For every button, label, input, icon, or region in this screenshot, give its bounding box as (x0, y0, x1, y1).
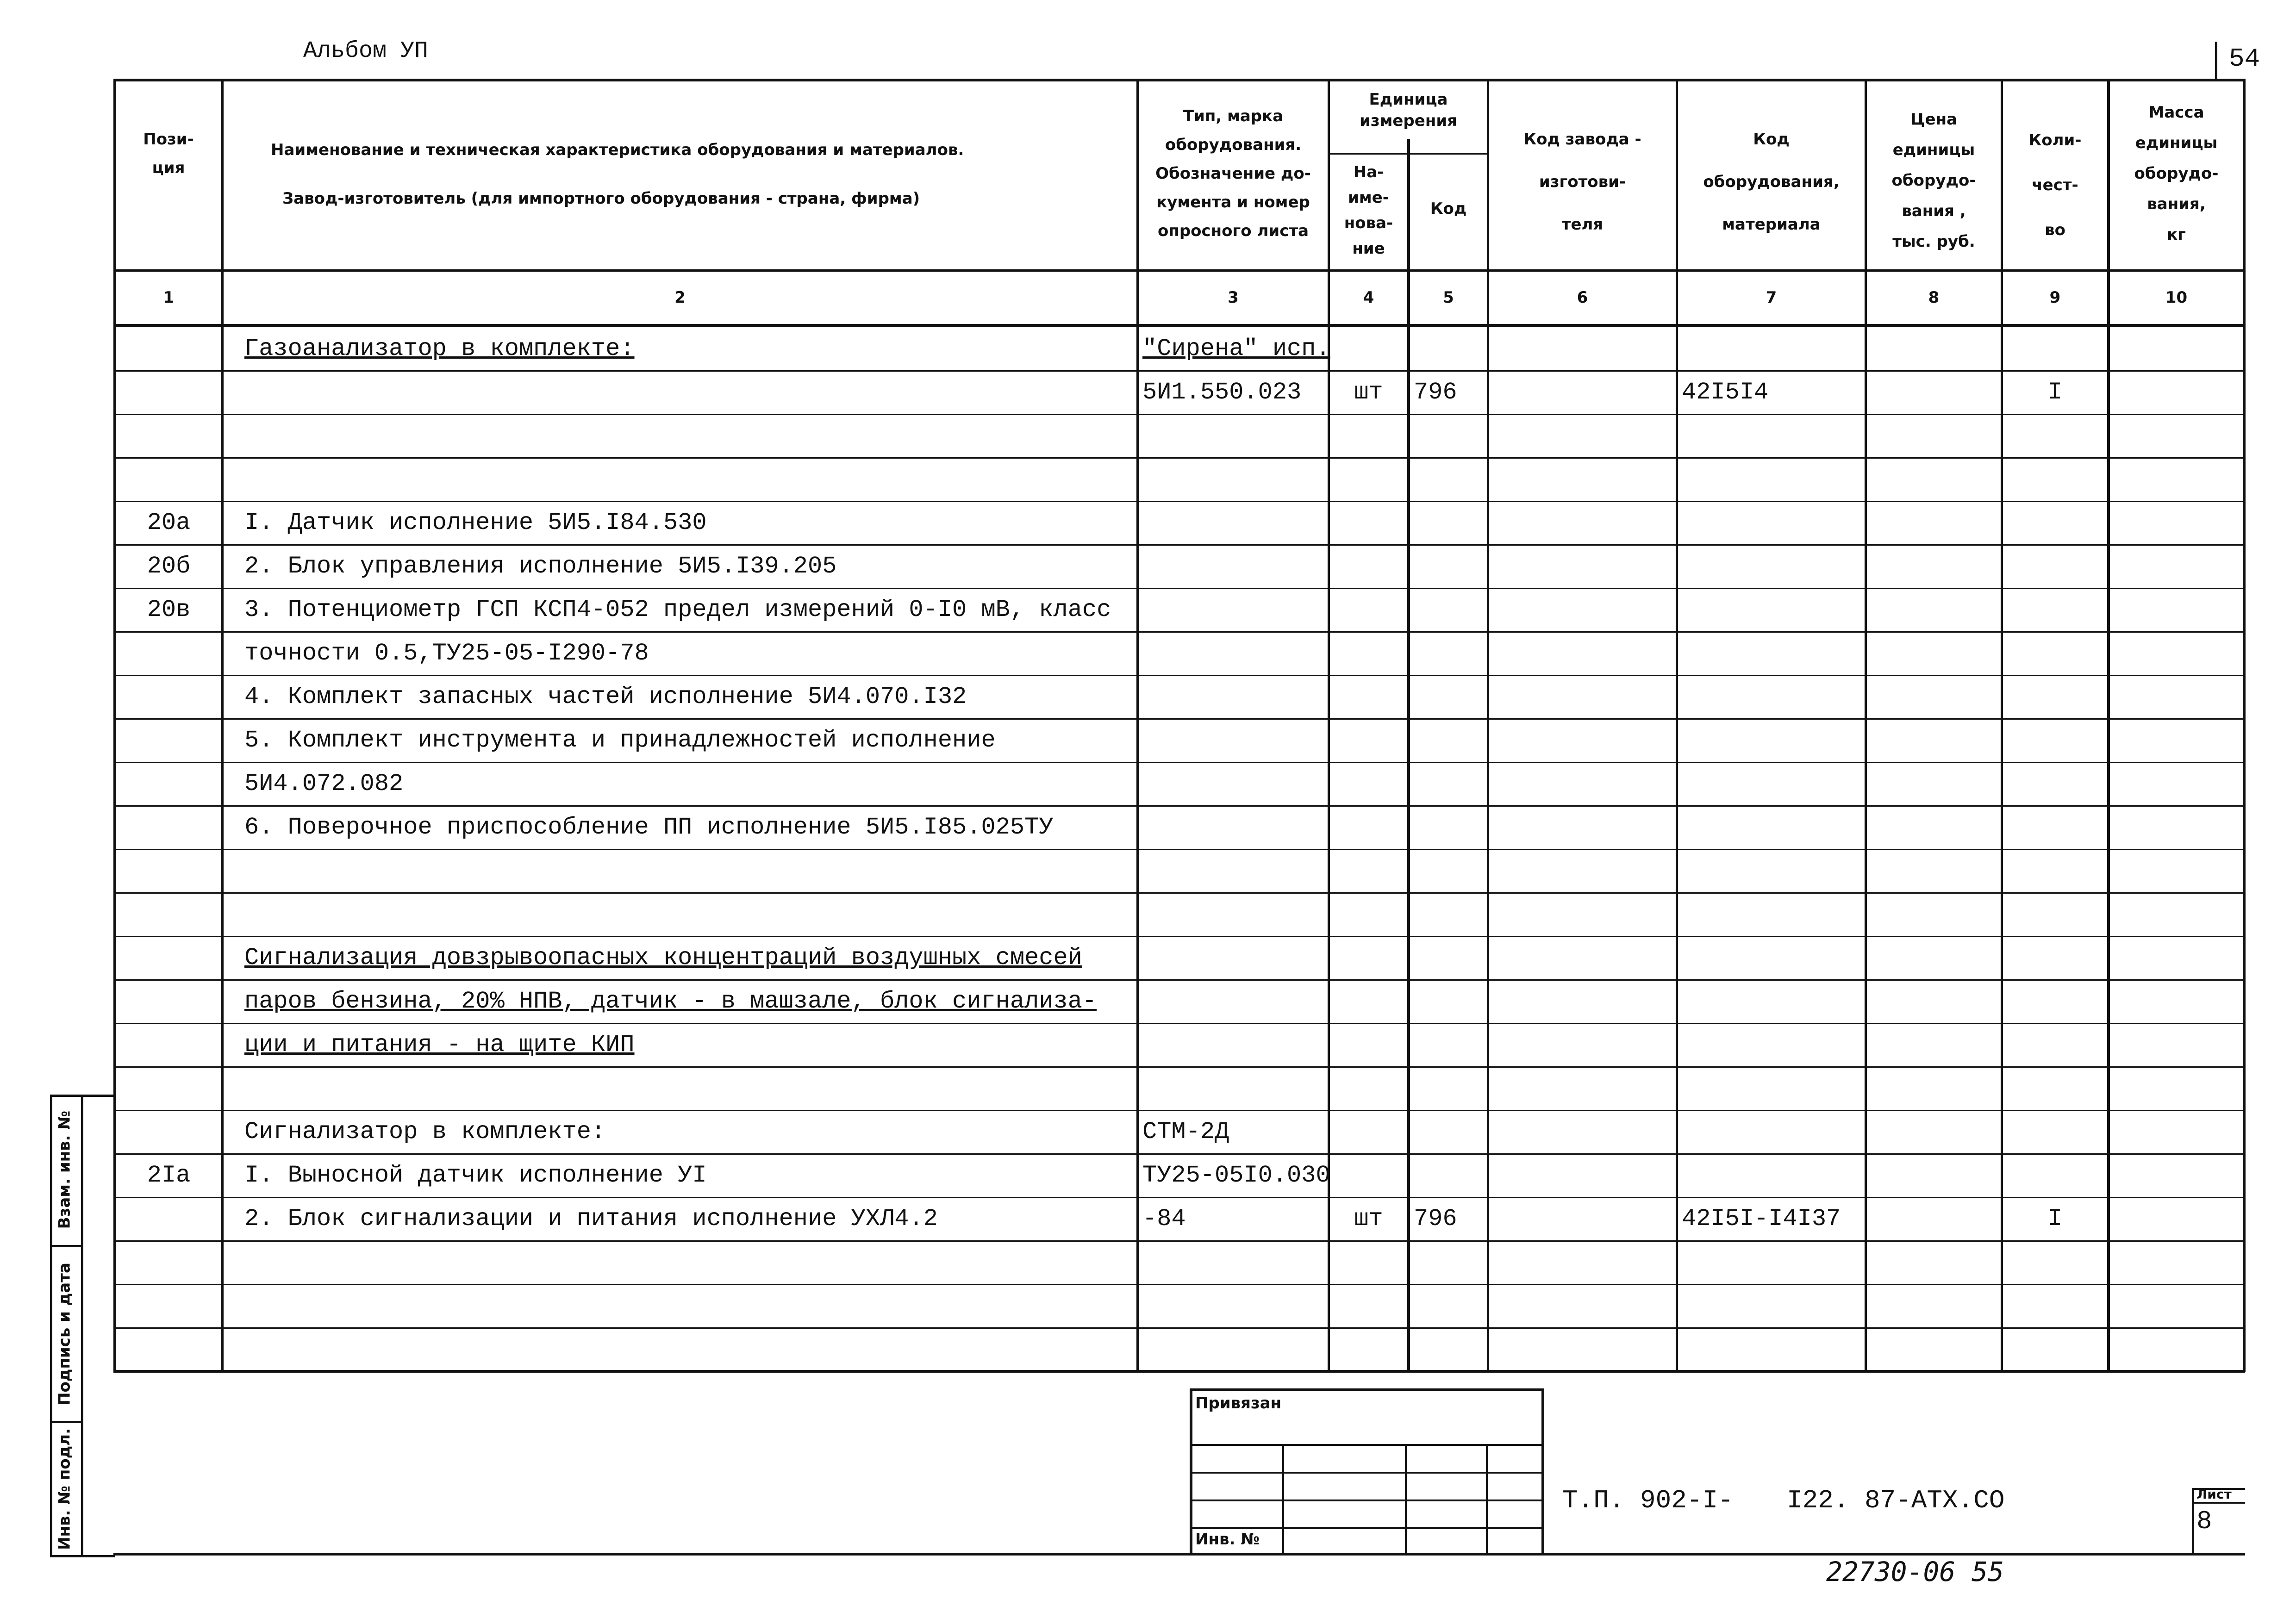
cell-pos: 2Iа (147, 1162, 191, 1189)
cell-code: 796 (1414, 1205, 1457, 1232)
cell-name: 4. Комплект запасных частей исполнение 5И4.070.I32 (244, 683, 967, 710)
stamp-inv-no: Инв. № (1195, 1530, 1260, 1549)
cell-type: 5И1.550.023 (1142, 379, 1302, 406)
cell-name: Газоанализатор в комплекте: (244, 335, 635, 362)
cell-name: 2. Блок сигнализации и питания исполнение УХЛ4.2 (244, 1205, 938, 1232)
cell-pos: 20в (147, 596, 191, 623)
side-label-vzam: Взам. инв. № (55, 1110, 74, 1229)
column-number: 7 (1766, 288, 1777, 307)
cell-qty: I (2047, 379, 2063, 406)
page-number: 54 (2229, 44, 2260, 74)
cell-name: I. Выносной датчик исполнение УI (244, 1162, 707, 1189)
column-number: 3 (1228, 288, 1239, 307)
cell-unit: шт (1354, 1205, 1383, 1232)
cell-unit: шт (1354, 379, 1383, 406)
hdr-mass: Масса единицы оборудо- вания, кг (2134, 103, 2219, 244)
cell-name: паров бензина, 20% НПВ, датчик - в машзале, блок сигнализа- (244, 988, 1097, 1015)
hdr-plant-code: Код завода - изготови- теля (1523, 130, 1641, 234)
drawing-designation-a: Т.П. 902-I- (1562, 1486, 1734, 1515)
cell-name: I. Датчик исполнение 5И5.I84.530 (244, 509, 707, 536)
cell-pos: 20б (147, 553, 191, 580)
column-number: 10 (2165, 288, 2188, 307)
cell-name: 5И4.072.082 (244, 770, 404, 797)
cell-mat: 42I5I-I4I37 (1682, 1205, 1841, 1232)
side-label-podpis: Подпись и дата (55, 1263, 74, 1406)
hdr-price: Цена единицы оборудо- вания , тыс. руб. (1891, 110, 1976, 251)
cell-type: ТУ25-05I0.030 (1142, 1162, 1330, 1189)
hdr-equip-code: Код оборудования, материала (1703, 130, 1840, 234)
cell-pos: 20а (147, 509, 191, 536)
sheet-label: Лист (2196, 1487, 2232, 1502)
hdr-quantity: Коли- чест- во (2028, 131, 2082, 239)
cell-name: точности 0.5,ТУ25-05-I290-78 (244, 640, 649, 667)
hdr-position: Пози- ция (143, 130, 194, 177)
column-number: 1 (163, 288, 175, 307)
cell-name: 6. Поверочное приспособление ПП исполнение 5И5.I85.025ТУ (244, 814, 1054, 841)
footer-code: 22730-06 55 (1826, 1556, 2004, 1587)
cell-qty: I (2047, 1205, 2063, 1232)
cell-type: СТМ-2Д (1142, 1118, 1229, 1145)
column-number: 4 (1363, 288, 1374, 307)
side-label-inv-podl: Инв. № подл. (55, 1428, 74, 1550)
cell-code: 796 (1414, 379, 1457, 406)
hdr-type: Тип, марка оборудования. Обозначение до- кумента и номер опросного листа (1155, 107, 1311, 240)
column-number: 8 (1928, 288, 1940, 307)
column-number: 9 (2049, 288, 2061, 307)
hdr-name: Наименование и техническая характеристика оборудования и материалов. Завод-изготовитель (для импортного оборудования - страна, фирма) (271, 141, 964, 208)
cell-name: Сигнализация довзрывоопасных концентраций воздушных смесей (244, 944, 1082, 971)
cell-type: "Сирена" исп. (1142, 335, 1330, 362)
stamp-privyazan: Привязан (1195, 1394, 1282, 1412)
column-number: 5 (1443, 288, 1454, 307)
hdr-unit-name: На- име- нова- ние (1344, 163, 1393, 258)
sheet-number: 8 (2196, 1506, 2212, 1536)
cell-name: 5. Комплект инструмента и принадлежностей исполнение (244, 727, 996, 754)
column-number: 2 (674, 288, 686, 307)
cell-type: -84 (1142, 1205, 1186, 1232)
cell-name: Сигнализатор в комплекте: (244, 1118, 606, 1145)
cell-name: ции и питания - на щите КИП (244, 1031, 635, 1058)
hdr-unit: Единица измерения (1360, 90, 1457, 130)
column-number: 6 (1577, 288, 1588, 307)
hdr-unit-code: Код (1430, 199, 1467, 218)
album-label: Альбом УП (303, 38, 429, 64)
page-number-bar (2215, 42, 2217, 81)
drawing-designation-b: I22. 87-АТХ.СО (1787, 1486, 2005, 1515)
cell-name: 3. Потенциометр ГСП КСП4-052 предел измерений 0-I0 мВ, класс (244, 596, 1111, 623)
cell-mat: 42I5I4 (1682, 379, 1769, 406)
cell-name: 2. Блок управления исполнение 5И5.I39.205 (244, 553, 837, 580)
